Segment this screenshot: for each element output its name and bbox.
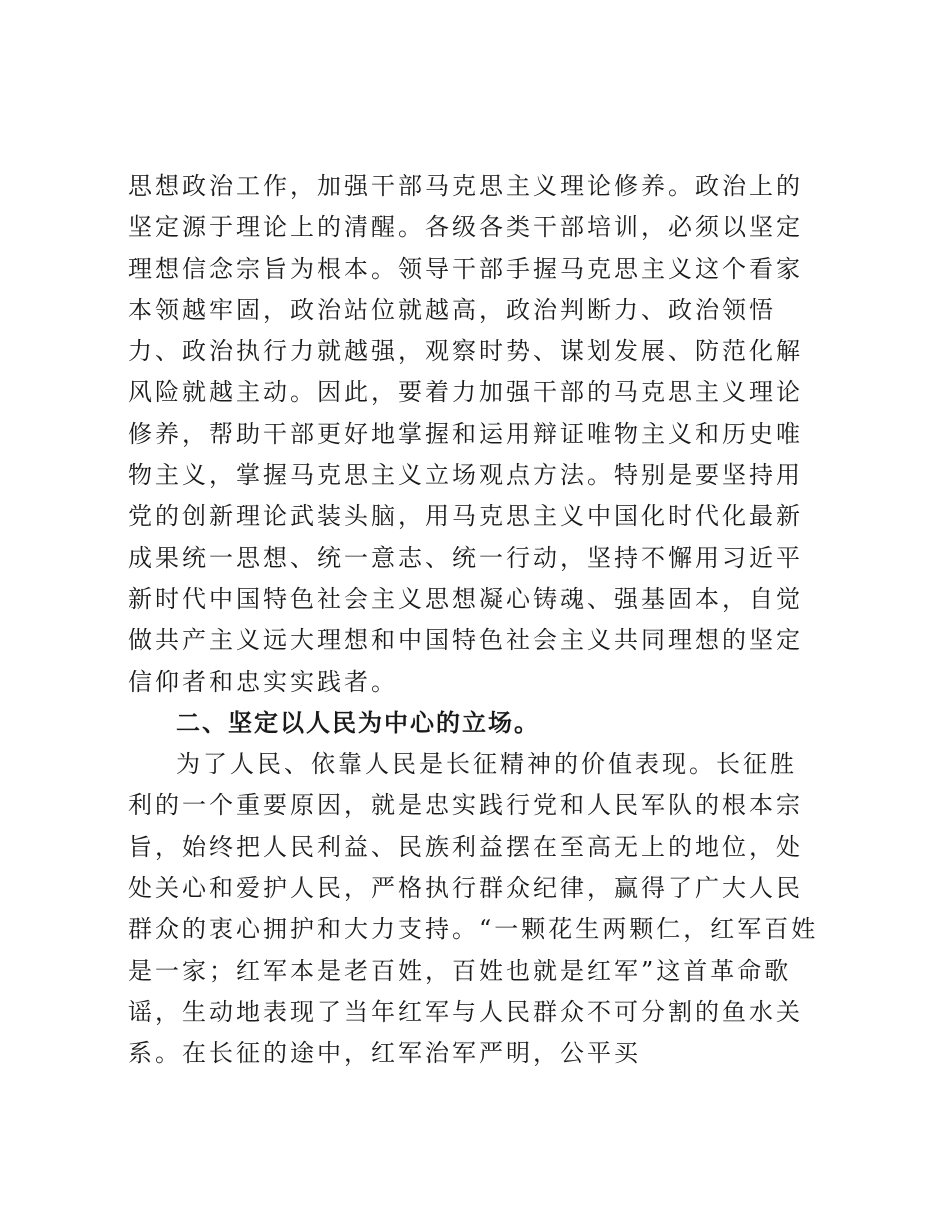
document-body <box>128 166 822 1075</box>
body-paragraph: 思想政治工作，加强干部马克思主义理论修养。政治上的坚定源于理论上的清醒。各级各类干部培训，必须以坚定理想信念宗旨为根本。领导干部手握马克思主义这个看家本领越牢固，政治站位就越高，政治判断力、政治领悟力、政治执行力就越强，观察时势、谋划发展、防范化解风险就越主动。因此，要着力加强干部的马克思主义理论修养，帮助干部更好地掌握和运用辩证唯物主义和历史唯物主义，掌握马克思主义立场观点方法。特别是要坚持用党的创新理论武装头脑，用马克思主义中国化时代化最新成果统一思想、统一意志、统一行动，坚持不懈用习近平新时代中国特色社会主义思想凝心铸魂、强基固本，自觉做共产主义远大理想和中国特色社会主义共同理想的坚定信仰者和忠实实践者。 <box>128 172 803 696</box>
section-heading: 二、坚定以人民为中心的立场。 <box>176 708 540 737</box>
body-paragraph: 为了人民、依靠人民是长征精神的价值表现。长征胜利的一个重要原因，就是忠实践行党和人民军队的根本宗旨，始终把人民利益、民族利益摆在至高无上的地位，处处关心和爱护人民，严格执行群众纪律，赢得了广大人民群众的衷心拥护和大力支持。“一颗花生两颗仁，红军百姓是一家；红军本是老百姓，百姓也就是红军”这首革命歌谣，生动地表现了当年红军与人民群众不可分割的鱼水关系。在长征的途中，红军治军严明，公平买 <box>128 750 819 1068</box>
